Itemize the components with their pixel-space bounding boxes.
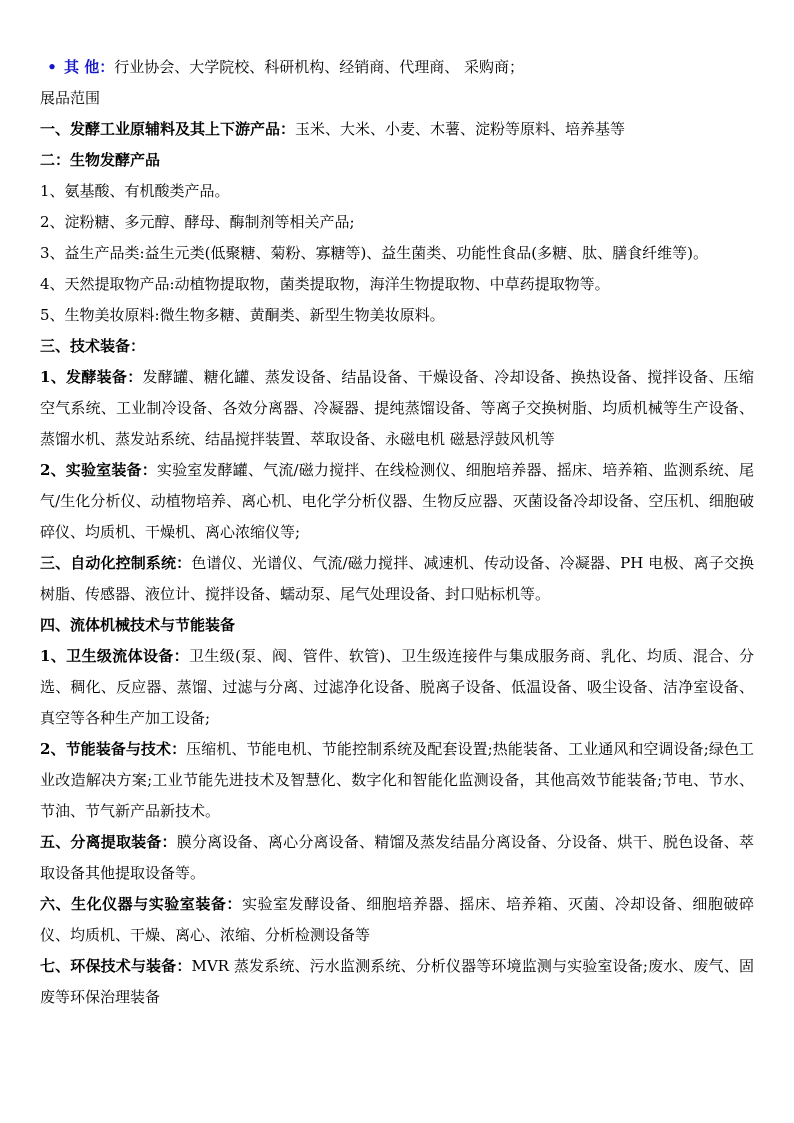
- paragraph-text: 色谱仪、光谱仪、气流/磁力搅拌、减速机、传动设备、冷凝器、PH 电极、离子交换树脂、传感器、液位计、搅拌设备、蠕动泵、尾气处理设备、封口贴标机等。: [40, 554, 754, 603]
- sanitary-fluid-paragraph: [40, 641, 754, 734]
- paragraph-heading: 2、实验室装备：: [40, 461, 157, 479]
- section-2-item: 4、天然提取物产品:动植物提取物，菌类提取物，海洋生物提取物、中草药提取物等。: [40, 275, 610, 293]
- section-2-heading: 二：生物发酵产品: [40, 151, 161, 169]
- section-2-item: 1、氨基酸、有机酸类产品。: [40, 182, 230, 200]
- paragraph-text: 发酵罐、糖化罐、蒸发设备、结晶设备、干燥设备、冷却设备、换热设备、搅拌设备、压缩空气系统、工业制冷设备、各效分离器、冷凝器、提纯蒸馏设备、等离子交换树脂、均质机械等生产设备、蒸馏水机、蒸发站系统、结晶搅拌装置、萃取设备、永磁电机 磁悬浮鼓风机等: [40, 368, 754, 448]
- section-6: [40, 889, 754, 951]
- section-7-text: MVR 蒸发系统、污水监测系统、分析仪器等环境监测与实验室设备;废水、废气、固废等环保治理装备: [40, 957, 754, 1006]
- paragraph-text: 卫生级(泵、阀、管件、软管)、卫生级连接件与集成服务商、乳化、均质、混合、分选、稠化、反应器、蒸馏、过滤与分离、过滤净化设备、脱离子设备、低温设备、吸尘设备、洁净室设备、真空等各种生产加工设备;: [40, 647, 754, 727]
- section-2-item: 5、生物美妆原料:微生物多糖、黄酮类、新型生物美妆原料。: [40, 306, 445, 324]
- paragraph-heading: 三、自动化控制系统：: [40, 554, 192, 572]
- intro-label: 其 他：: [64, 58, 115, 76]
- section-6-text: 实验室发酵设备、细胞培养器、摇床、培养箱、灭菌、冷却设备、细胞破碎仪、均质机、干燥、离心、浓缩、分析检测设备等: [40, 895, 754, 944]
- section-7-heading: 七、环保技术与装备：: [40, 957, 192, 975]
- paragraph-heading: 2、节能装备与技术：: [40, 740, 187, 758]
- section-3-heading: 三、技术装备：: [40, 337, 146, 355]
- intro-text: 行业协会、大学院校、科研机构、经销商、代理商、 采购商；: [114, 58, 525, 76]
- section-1: [40, 114, 754, 145]
- bullet-icon: •: [47, 58, 57, 76]
- lab-equipment-paragraph: [40, 455, 754, 548]
- intro-line: [40, 52, 754, 83]
- automation-paragraph: [40, 548, 754, 610]
- paragraph-heading: 1、卫生级流体设备：: [40, 647, 190, 665]
- section-4-heading: 四、流体机械技术与节能装备: [40, 616, 236, 634]
- section-5-heading: 五、分离提取装备：: [40, 833, 177, 851]
- section-6-heading: 六、生化仪器与实验室装备：: [40, 895, 242, 913]
- scope-title: 展品范围: [40, 89, 101, 107]
- section-2-item: 2、淀粉糖、多元醇、酵母、酶制剂等相关产品;: [40, 213, 355, 231]
- section-5: [40, 827, 754, 889]
- section-5-text: 膜分离设备、离心分离设备、精馏及蒸发结晶分离设备、分设备、烘干、脱色设备、萃取设备其他提取设备等。: [40, 833, 754, 882]
- paragraph-text: 实验室发酵罐、气流/磁力搅拌、在线检测仪、细胞培养器、摇床、培养箱、监测系统、尾气/生化分析仪、动植物培养、离心机、电化学分析仪器、生物反应器、灭菌设备冷却设备、空压机、细胞破碎仪、均质机、干燥机、离心浓缩仪等;: [40, 461, 754, 541]
- paragraph-heading: 1、发酵装备：: [40, 368, 143, 386]
- energy-saving-paragraph: [40, 734, 754, 827]
- paragraph-text: 压缩机、节能电机、节能控制系统及配套设置;热能装备、工业通风和空调设备;绿色工业改造解决方案;工业节能先进技术及智慧化、数字化和智能化监测设备，其他高效节能装备;节电、节水、节油、节气新产品新技术。: [40, 740, 754, 820]
- section-2-item: 3、益生产品类:益生元类(低聚糖、菊粉、寡糖等)、益生菌类、功能性食品(多糖、肽、膳食纤维等)。: [40, 244, 709, 262]
- section-7: [40, 951, 754, 1013]
- section-1-text: 玉米、大米、小麦、木薯、淀粉等原料、培养基等: [295, 120, 626, 138]
- section-1-heading: 一、发酵工业原辅料及其上下游产品：: [40, 120, 296, 138]
- fermentation-equipment-paragraph: [40, 362, 754, 455]
